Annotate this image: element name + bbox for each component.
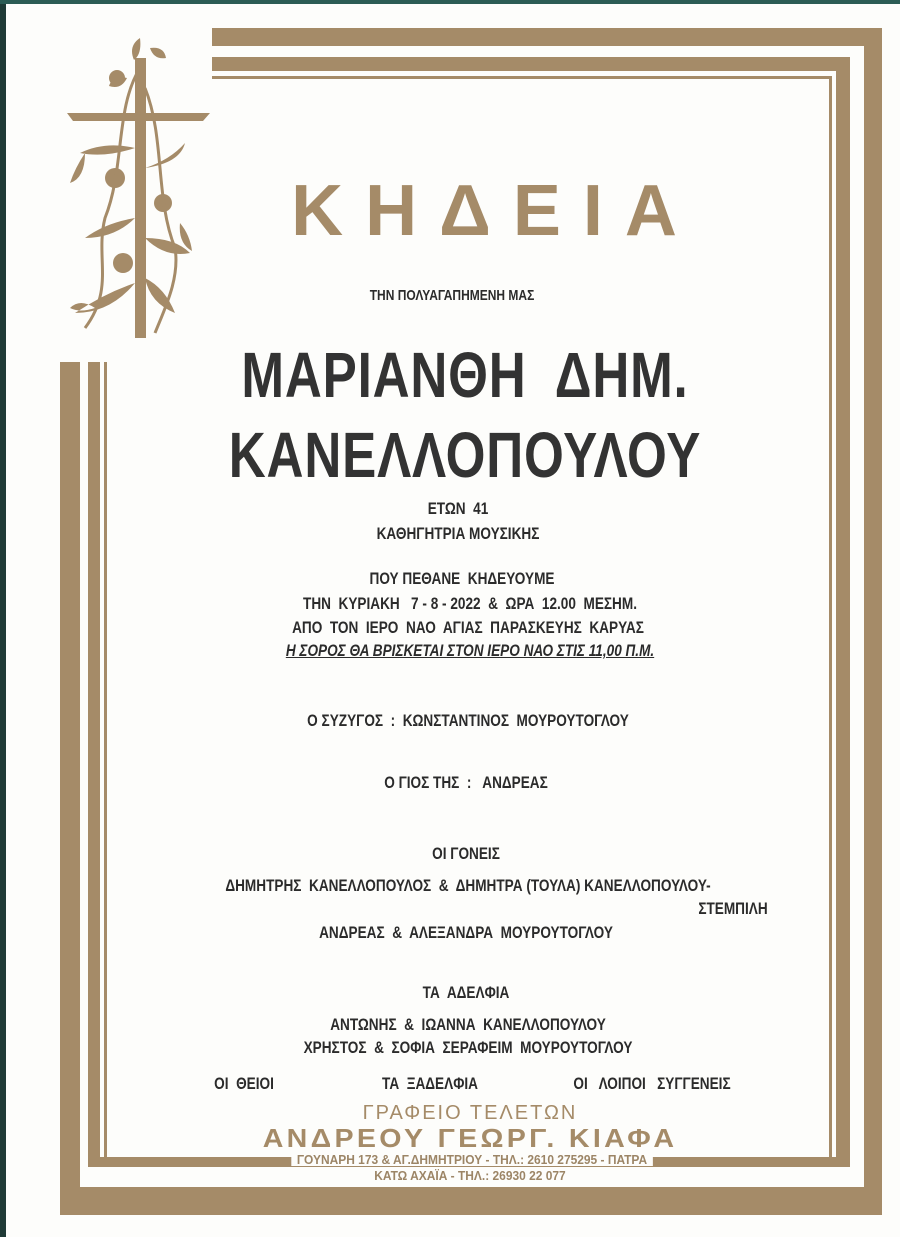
cross-with-roses-icon: [55, 28, 220, 338]
scan-edge-top: [0, 0, 900, 4]
scan-edge: [0, 0, 6, 1237]
spouse: Ο ΣΥΖΥΓΟΣ : ΚΩΝΣΤΑΝΤΙΝΟΣ ΜΟΥΡΟΥΤΟΓΛΟΥ: [307, 711, 629, 730]
deceased-surname: ΚΑΝΕΛΛΟΠΟΥΛΟΥ: [228, 419, 702, 491]
son: Ο ΓΙΟΣ ΤΗΣ : ΑΝΔΡΕΑΣ: [384, 773, 548, 792]
ceremony-date-time: ΤΗΝ ΚΥΡΙΑΚΗ 7 - 8 - 2022 & ΩΡΑ 12.00 ΜΕΣΗΜ.: [303, 594, 637, 613]
footer-address-patra: ΓΟΥΝΑΡΗ 173 & ΑΓ.ΔΗΜΗΤΡΙΟΥ - ΤΗΛ.: 2610 275295 - ΠΑΤΡΑ: [291, 1153, 652, 1166]
ceremony-line-1: ΠΟΥ ΠΕΘΑΝΕ ΚΗΔΕΥΟΥΜΕ: [369, 569, 555, 588]
deceased-first-name: ΜΑΡΙΑΝΘΗ ΔΗΜ.: [241, 339, 689, 411]
ceremony-viewing-note: Η ΣΟΡΟΣ ΘΑ ΒΡΙΣΚΕΤΑΙ ΣΤΟΝ ΙΕΡΟ ΝΑΟ ΣΤΙΣ 11,00 Π.Μ.: [285, 641, 655, 660]
parents-line-1: ΔΗΜΗΤΡΗΣ ΚΑΝΕΛΛΟΠΟΥΛΟΣ & ΔΗΜΗΤΡΑ (ΤΟΥΛΑ) ΚΑΝΕΛΛΟΠΟΥΛΟΥ-: [225, 876, 711, 895]
ceremony-location: ΑΠΟ ΤΟΝ ΙΕΡΟ ΝΑΟ ΑΓΙΑΣ ΠΑΡΑΣΚΕΥΗΣ ΚΑΡΥΑΣ: [292, 618, 644, 637]
parents-line-2: ΑΝΔΡΕΑΣ & ΑΛΕΞΑΝΔΡΑ ΜΟΥΡΟΥΤΟΓΛΟΥ: [319, 923, 613, 942]
age: ΕΤΩΝ 41: [427, 499, 489, 518]
intro-text: ΤΗΝ ΠΟΛΥΑΓΑΠΗΜΕΝΗ ΜΑΣ: [369, 287, 535, 304]
footer-address-kato-achaia: ΚΑΤΩ ΑΧΑΪΑ - ΤΗΛ.: 26930 22 077: [374, 1168, 566, 1183]
parents-line-1-cont: ΣΤΕΜΠΙΛΗ: [698, 899, 768, 918]
parents-heading: ΟΙ ΓΟΝΕΙΣ: [432, 844, 500, 863]
relatives-uncles: ΟΙ ΘΕΙΟΙ: [214, 1074, 274, 1093]
page-title: ΚΗΔΕΙΑ: [291, 171, 699, 251]
siblings-line-1: ΑΝΤΩΝΗΣ & ΙΩΑΝΝΑ ΚΑΝΕΛΛΟΠΟΥΛΟΥ: [330, 1015, 606, 1034]
profession: ΚΑΘΗΓΗΤΡΙΑ ΜΟΥΣΙΚΗΣ: [376, 524, 540, 543]
siblings-heading: ΤΑ ΑΔΕΛΦΙΑ: [422, 983, 510, 1002]
siblings-line-2: ΧΡΗΣΤΟΣ & ΣΟΦΙΑ ΣΕΡΑΦΕΙΜ ΜΟΥΡΟΥΤΟΓΛΟΥ: [303, 1038, 633, 1057]
relatives-cousins: ΤΑ ΞΑΔΕΛΦΙΑ: [382, 1074, 478, 1093]
footer-company-name: ΑΝΔΡΕΟΥ ΓΕΩΡΓ. ΚΙΑΦΑ: [262, 1123, 678, 1153]
footer-funeral-office: ΓΡΑΦΕΙΟ ΤΕΛΕΤΩΝ: [362, 1102, 578, 1124]
relatives-others: ΟΙ ΛΟΙΠΟΙ ΣΥΓΓΕΝΕΙΣ: [573, 1074, 731, 1093]
